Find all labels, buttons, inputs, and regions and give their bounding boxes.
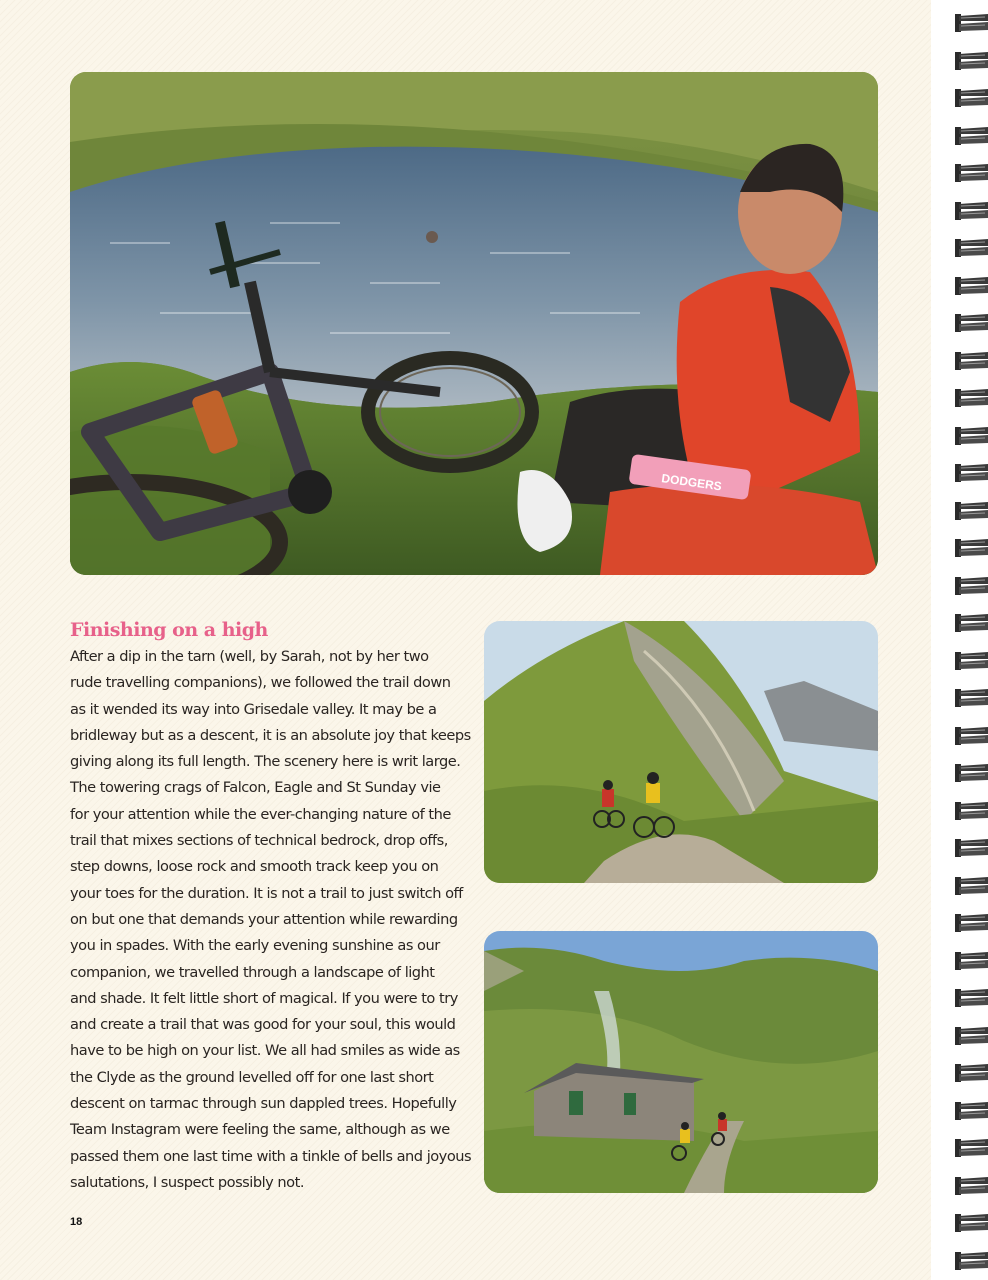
binding-coil-icon [955, 762, 988, 784]
photo-valley-hut-image [484, 931, 878, 1193]
body-line: bridleway but as a descent, it is an absolute joy that keeps [70, 726, 471, 744]
body-line: giving along its full length. The scenery here is writ large. [70, 753, 461, 771]
body-line: and create a trail that was good for your soul, this would [70, 1016, 456, 1034]
binding-coil-icon [955, 575, 988, 597]
binding-coil-icon [955, 725, 988, 747]
binding-coil-icon [955, 612, 988, 634]
article-body [70, 644, 472, 1196]
binding-coil-icon [955, 1062, 988, 1084]
binding-coil-icon [955, 200, 988, 222]
binding-coil-icon [955, 500, 988, 522]
binding-coil-icon [955, 537, 988, 559]
body-line: you in spades. With the early evening sunshine as our [70, 937, 440, 955]
binding-coil-icon [955, 912, 988, 934]
binding-coil-icon [955, 162, 988, 184]
photo-tarn-rest-image [70, 72, 878, 575]
binding-coil-icon [955, 425, 988, 447]
binding-coil-icon [955, 687, 988, 709]
binding-coil-icon [955, 462, 988, 484]
binding-coil-icon [955, 987, 988, 1009]
binding-coil-icon [955, 875, 988, 897]
body-line: for your attention while the ever-changing nature of the [70, 805, 451, 823]
binding-coil-icon [955, 237, 988, 259]
binding-coil-icon [955, 1250, 988, 1272]
binding-coil-icon [955, 312, 988, 334]
binding-coil-icon [955, 837, 988, 859]
body-line: on but one that demands your attention while rewarding [70, 910, 458, 928]
spiral-binding [931, 0, 988, 1280]
body-line: descent on tarmac through sun dappled trees. Hopefully [70, 1095, 457, 1113]
binding-coil-icon [955, 1100, 988, 1122]
body-line: salutations, I suspect possibly not. [70, 1173, 304, 1191]
body-line: your toes for the duration. It is not a trail to just switch off [70, 884, 463, 902]
body-line: companion, we travelled through a landscape of light [70, 963, 435, 981]
binding-coil-icon [955, 1137, 988, 1159]
body-line: as it wended its way into Grisedale valley. It may be a [70, 700, 437, 718]
snack-box-label: DODGERS [660, 471, 723, 494]
photo-valley-hut [484, 931, 878, 1193]
body-line: the Clyde as the ground levelled off for one last short [70, 1068, 434, 1086]
binding-coil-icon [955, 387, 988, 409]
body-line: passed them one last time with a tinkle of bells and joyous [70, 1147, 472, 1165]
binding-coil-icon [955, 1025, 988, 1047]
binding-coil-icon [955, 125, 988, 147]
body-line: have to be high on your list. We all had smiles as wide as [70, 1042, 460, 1060]
body-line: step downs, loose rock and smooth track keep you on [70, 858, 439, 876]
photo-ridge-descent [484, 621, 878, 883]
binding-coil-icon [955, 275, 988, 297]
photo-tarn-rest [70, 72, 878, 575]
body-line: rude travelling companions), we followed the trail down [70, 674, 451, 692]
binding-coil-icon [955, 800, 988, 822]
binding-coil-icon [955, 950, 988, 972]
binding-coil-icon [955, 50, 988, 72]
body-line: The towering crags of Falcon, Eagle and St Sunday vie [70, 779, 441, 797]
body-line: and shade. It felt little short of magical. If you were to try [70, 989, 458, 1007]
section-heading: Finishing on a high [70, 619, 268, 641]
page-number: 18 [70, 1216, 83, 1228]
photo-ridge-descent-image [484, 621, 878, 883]
binding-coil-icon [955, 1212, 988, 1234]
body-line: Team Instagram were feeling the same, although as we [70, 1121, 450, 1139]
body-line: trail that mixes sections of technical bedrock, drop offs, [70, 832, 448, 850]
body-line: After a dip in the tarn (well, by Sarah, not by her two [70, 648, 429, 665]
binding-coil-icon [955, 1175, 988, 1197]
binding-coil-icon [955, 87, 988, 109]
binding-coil-icon [955, 350, 988, 372]
binding-coil-icon [955, 650, 988, 672]
binding-coil-icon [955, 12, 988, 34]
